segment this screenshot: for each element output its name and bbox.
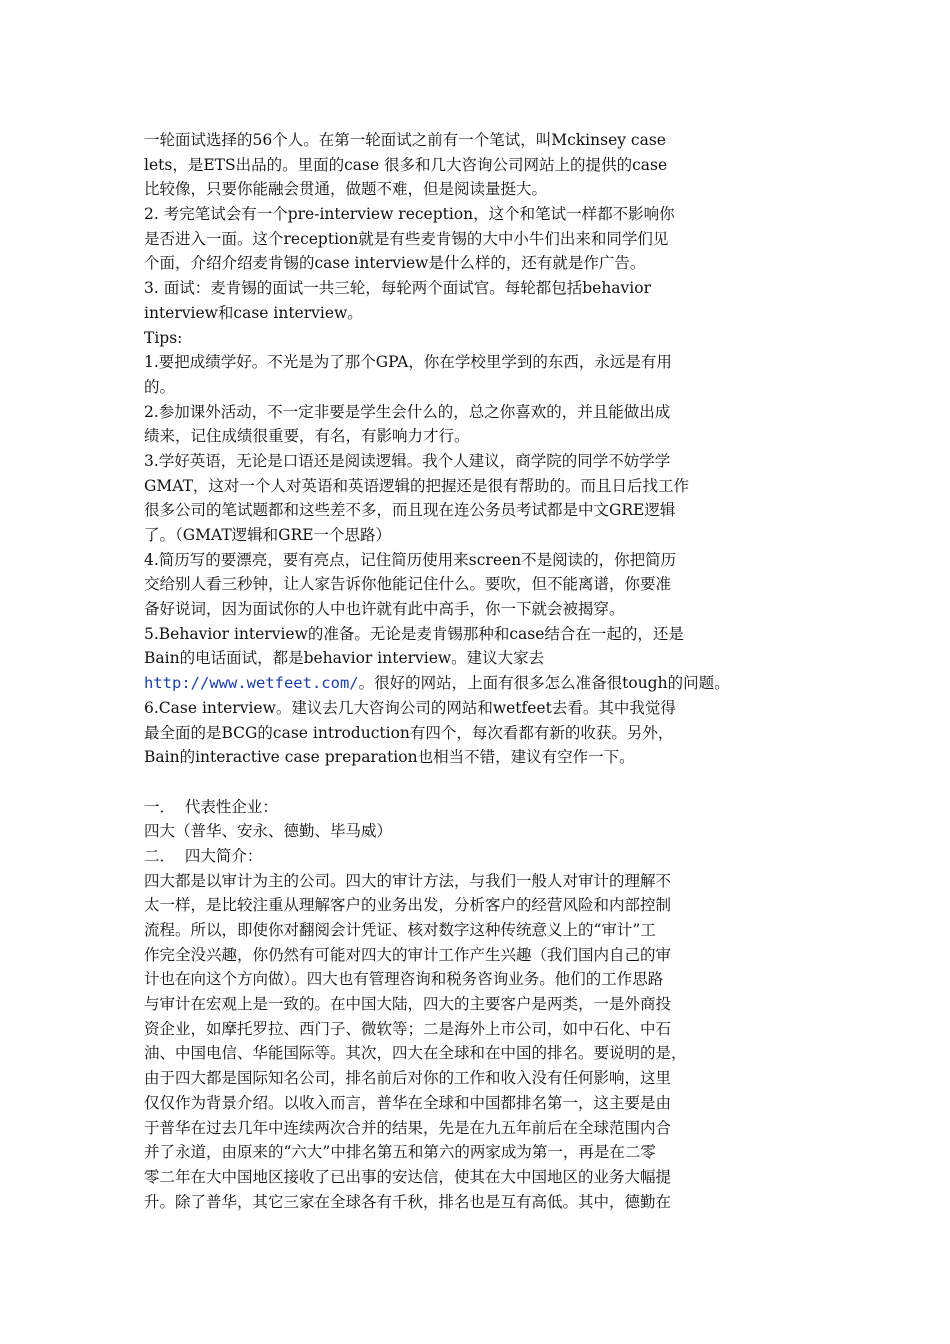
tip-line: 了。（GMAT逻辑和GRE一个思路） (144, 526, 392, 544)
text-line: 是否进入一面。这个reception就是有些麦肯锡的大中小牛们出来和同学们见 (144, 229, 669, 248)
tips-heading: Tips: (144, 328, 183, 347)
paragraph-line: 由于四大都是国际知名公司，排名前后对你的工作和收入没有任何影响，这里 (144, 1069, 672, 1088)
paragraph-line: 并了永道，由原来的“六大”中排名第五和第六的两家成为第一，再是在二零 (144, 1143, 656, 1162)
tip-line: 最全面的是BCG的case introduction有四个，每次看都有新的收获。另外， (144, 723, 674, 742)
paragraph-line: 太一样，是比较注重从理解客户的业务出发，分析客户的经营风险和内部控制 (144, 896, 672, 915)
tip-line: Bain的电话面试，都是behavior interview。建议大家去 (144, 649, 545, 668)
tip-line: 4.简历写的要漂亮，要有亮点，记住简历使用来screen不是阅读的，你把简历 (144, 550, 677, 569)
paragraph-line: 仅仅作为背景介绍。以收入而言，普华在全球和中国都排名第一，这主要是由 (144, 1093, 672, 1112)
wetfeet-link[interactable]: http://www.wetfeet.com/ (144, 674, 359, 693)
section-heading: 二． 四大简介： (144, 846, 263, 865)
text-line: 个面，介绍介绍麦肯锡的case interview是什么样的，还有就是作广告。 (144, 254, 646, 273)
section-text: 四大（普华、安永、德勤、毕马威） (144, 822, 393, 841)
section-heading: 一． 代表性企业： (144, 797, 278, 816)
link-line (144, 671, 820, 696)
tip-line: 备好说词，因为面试你的人中也许就有此中高手，你一下就会被揭穿。 (144, 600, 625, 619)
paragraph-line: 作完全没兴趣，你仍然有可能对四大的审计工作产生兴趣（我们国内自己的审 (144, 945, 672, 964)
text-line: interview和case interview。 (144, 303, 363, 322)
tip-line: 1.要把成绩学好。不光是为了那个GPA，你在学校里学到的东西，永远是有用 (144, 353, 672, 372)
paragraph-line: 流程。所以，即使你对翻阅会计凭证、核对数字这种传统意义上的“审计”工 (144, 921, 656, 939)
tip-line: 5.Behavior interview的准备。无论是麦肯锡那种和case结合在一起的，还是 (144, 624, 684, 643)
document-page (144, 128, 820, 1214)
text-line: 比较像，只要你能融会贯通，做题不难，但是阅读量挺大。 (144, 180, 548, 199)
text-line: 2. 考完笔试会有一个pre-interview reception，这个和笔试一样都不影响你 (144, 205, 675, 224)
tip-line: Bain的interactive case preparation也相当不错，建议有空作一下。 (144, 748, 635, 767)
tip-line: 绩来，记住成绩很重要，有名，有影响力才行。 (144, 427, 470, 446)
big-four-section (144, 795, 820, 1215)
paragraph-line: 计也在向这个方向做）。四大也有管理咨询和税务咨询业务。他们的工作思路 (144, 970, 664, 989)
tip-line: GMAT，这对一个人对英语和英语逻辑的把握还是很有帮助的。而且日后找工作 (144, 476, 689, 495)
tip-line: 很多公司的笔试题都和这些差不多，而且现在连公务员考试都是中文GRE逻辑 (144, 501, 676, 520)
paragraph-line: 升。除了普华，其它三家在全球各有千秋，排名也是互有高低。其中，德勤在 (144, 1192, 672, 1211)
tip-line: 3.学好英语，无论是口语还是阅读逻辑。我个人建议，商学院的同学不妨学学 (144, 451, 671, 470)
tip-line: 交给别人看三秒钟，让人家告诉你他能记住什么。要吹，但不能离谱，你要准 (144, 575, 672, 594)
text-line: lets，是ETS出品的。里面的case 很多和几大咨询公司网站上的提供的case (144, 155, 668, 174)
mckinsey-section (144, 128, 820, 770)
paragraph-line: 油、中国电信、华能国际等。其次，四大在全球和在中国的排名。要说明的是， (144, 1044, 687, 1063)
paragraph-line: 于普华在过去几年中连续两次合并的结果，先是在九五年前后在全球范围内合 (144, 1118, 672, 1137)
paragraph-line: 资企业，如摩托罗拉、西门子、微软等；二是海外上市公司，如中石化、中石 (144, 1019, 672, 1038)
tip-line: 的。 (144, 377, 176, 396)
tip-line: 6.Case interview。建议去几大咨询公司的网站和wetfeet去看。其中我觉得 (144, 698, 676, 717)
link-line-rest: 。很好的网站，上面有很多怎么准备很tough的问题。 (358, 674, 730, 693)
paragraph-line: 零二年在大中国地区接收了已出事的安达信，使其在大中国地区的业务大幅提 (144, 1167, 672, 1186)
paragraph-line: 四大都是以审计为主的公司。四大的审计方法，与我们一般人对审计的理解不 (144, 871, 672, 890)
tip-line: 2.参加课外活动，不一定非要是学生会什么的，总之你喜欢的，并且能做出成 (144, 402, 671, 421)
blank-line (144, 770, 820, 795)
paragraph-line: 与审计在宏观上是一致的。在中国大陆，四大的主要客户是两类，一是外商投 (144, 995, 672, 1014)
text-line: 一轮面试选择的56个人。在第一轮面试之前有一个笔试，叫Mckinsey case (144, 131, 666, 149)
text-line: 3. 面试：麦肯锡的面试一共三轮，每轮两个面试官。每轮都包括behavior (144, 279, 651, 298)
